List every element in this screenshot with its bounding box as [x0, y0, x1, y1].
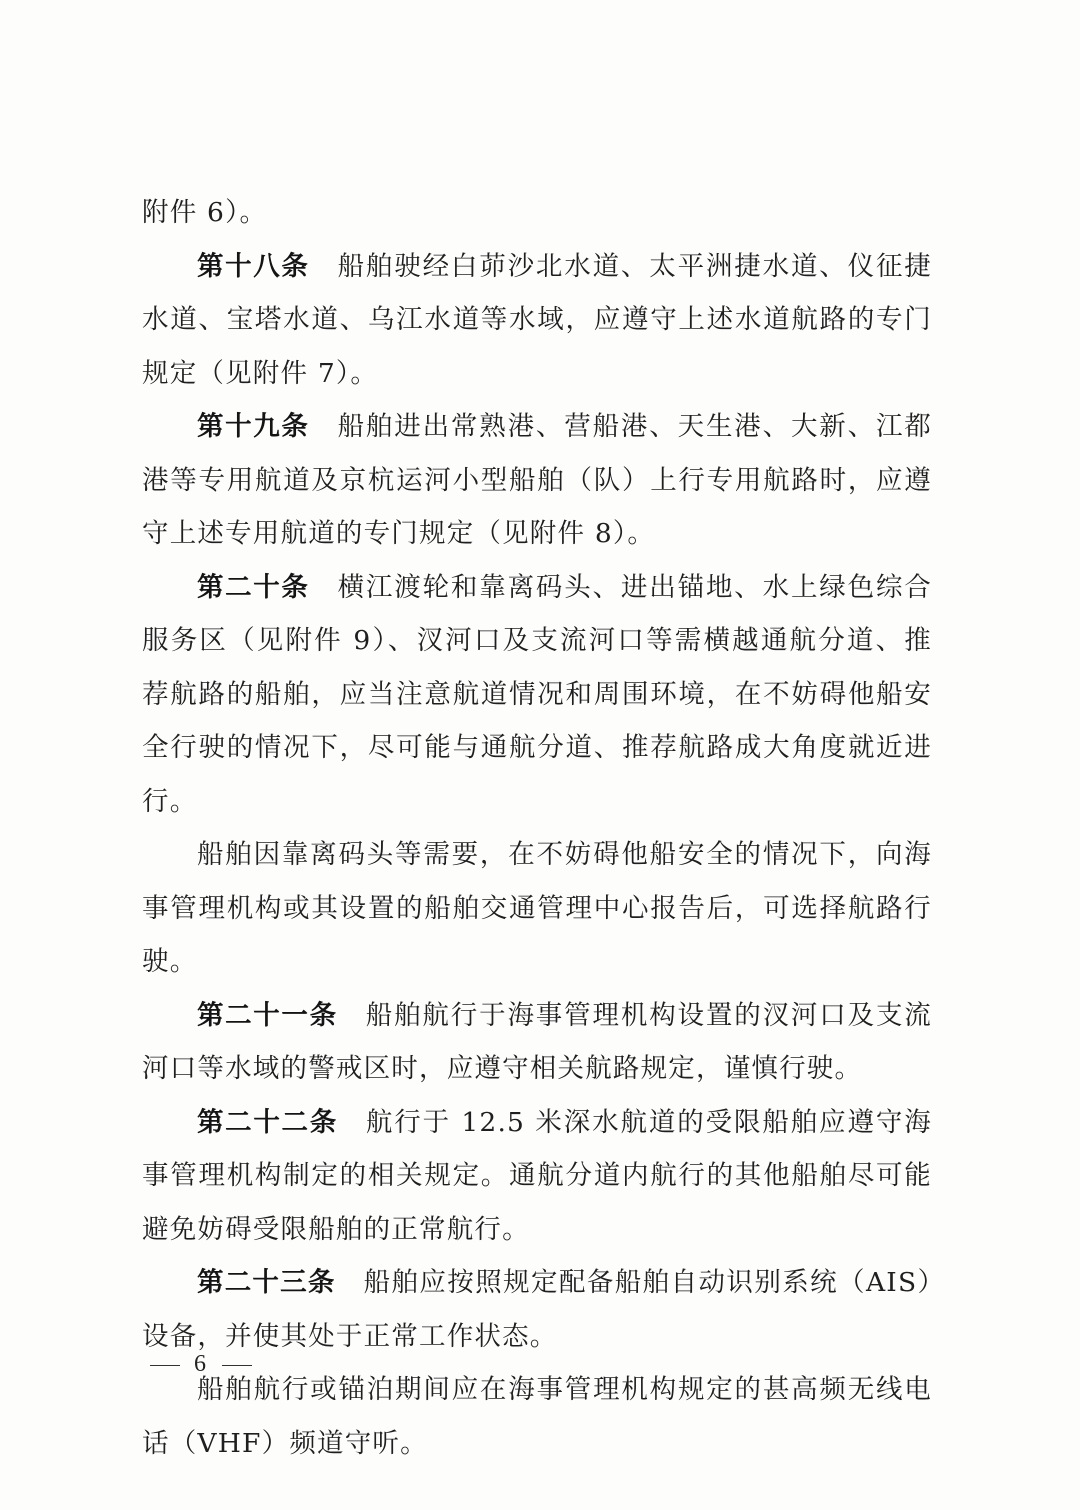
article-number: 第二十三条	[197, 1267, 336, 1298]
article-text: 船舶航行于海事管理机构设置的汊河口及支流河口等水域的警戒区时，应遵守相关航路规定，谨慎行驶。	[142, 999, 933, 1084]
article-number: 第二十一条	[197, 999, 338, 1031]
article-20	[142, 561, 932, 829]
article-19	[142, 400, 932, 561]
footer-dash-right	[222, 1365, 252, 1366]
article-text: 横江渡轮和靠离码头、进出锚地、水上绿色综合服务区（见附件 9）、汊河口及支流河口等需横越通航分道、推荐航路的船舶，应当注意航道情况和周围环境，在不妨碍他船安全行驶的情况下，尽可能与通航分道、推荐航路成大角度就近进行。	[142, 571, 933, 817]
footer-dash-left	[150, 1365, 180, 1366]
article-23	[142, 1256, 932, 1363]
paragraph-continuation	[142, 186, 932, 240]
article-22	[142, 1096, 932, 1257]
article-text: 航行于 12.5 米深水航道的受限船舶应遵守海事管理机构制定的相关规定。通航分道内航行的其他船舶尽可能避免妨碍受限船舶的正常航行。	[142, 1106, 933, 1245]
paragraph-text: 船舶航行或锚泊期间应在海事管理机构规定的甚高频无线电话（VHF）频道守听。	[142, 1374, 932, 1459]
article-number: 第二十二条	[197, 1106, 338, 1138]
article-21	[142, 989, 932, 1096]
article-text: 船舶驶经白茆沙北水道、太平洲捷水道、仪征捷水道、宝塔水道、乌江水道等水域，应遵守上述水道航路的专门规定（见附件 7）。	[142, 250, 933, 389]
article-18	[142, 240, 932, 401]
page-number: 6	[194, 1351, 208, 1377]
paragraph-text: 附件 6）。	[142, 197, 268, 228]
article-number: 第二十条	[197, 571, 310, 603]
paragraph-text: 船舶因靠离码头等需要，在不妨碍他船安全的情况下，向海事管理机构或其设置的船舶交通管理中心报告后，可选择航路行驶。	[142, 839, 932, 977]
article-20-clause-2	[142, 828, 932, 989]
article-text: 船舶进出常熟港、营船港、天生港、大新、江都港等专用航道及京杭运河小型船舶（队）上行专用航路时，应遵守上述专用航道的专门规定（见附件 8）。	[142, 411, 933, 549]
document-body	[142, 186, 932, 1470]
article-number: 第十九条	[197, 411, 310, 442]
article-number: 第十八条	[197, 250, 310, 282]
page-footer	[150, 1351, 252, 1378]
article-text: 船舶应按照规定配备船舶自动识别系统（AIS）设备，并使其处于正常工作状态。	[142, 1267, 932, 1352]
article-23-clause-2	[142, 1363, 932, 1470]
